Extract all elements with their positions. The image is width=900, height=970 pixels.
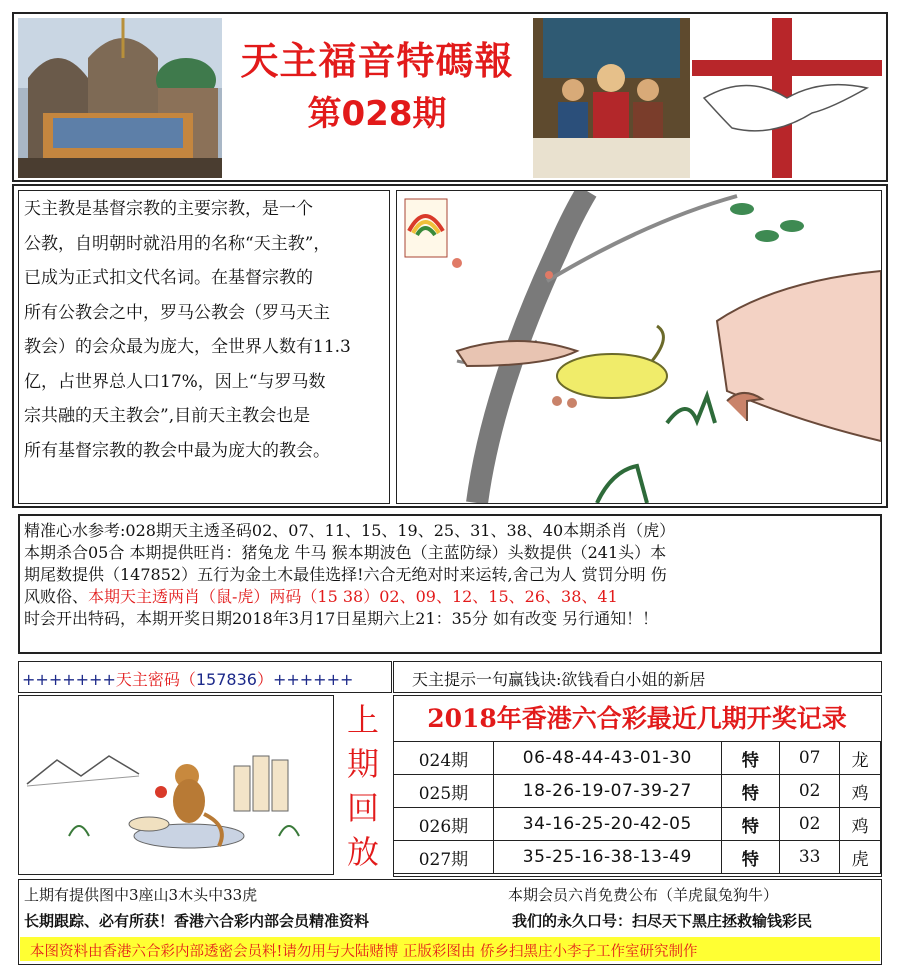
- cross-dove-image: [692, 18, 882, 178]
- secret-suffix: ++++++: [272, 670, 354, 689]
- label-char: 上: [346, 701, 379, 739]
- footer-left-line1: 上期有提供图中3座山3木头中33虎: [24, 886, 258, 904]
- intro-line: 亿，占世界总人口17%，因上“与罗马数: [24, 371, 326, 392]
- zodiac-cell: 鸡: [840, 808, 881, 841]
- rabbit-illustration: [396, 190, 882, 504]
- results-title: 2018年香港六合彩最近几期开奖记录: [427, 704, 847, 733]
- issue-cell: 025期: [394, 775, 494, 808]
- special-label: 特: [721, 808, 779, 841]
- reference-line: [24, 586, 876, 608]
- reference-line: 期尾数提供（147852）五行为金土木最佳选择!六合无绝对时来运转,舍己为人 赏罚分明 伤: [24, 565, 667, 584]
- table-row: [394, 775, 881, 808]
- special-number: 07: [779, 742, 839, 775]
- last-period-label: [338, 698, 388, 876]
- page-title: 天主福音特碼報: [240, 39, 514, 83]
- special-number: 02: [779, 808, 839, 841]
- label-char: 期: [346, 745, 379, 783]
- reference-highlight: 本期天主透两肖（鼠-虎）两码（15 38）02、09、12、15、26、38、41: [88, 587, 618, 606]
- last-supper-image: [533, 18, 690, 178]
- intro-line: 所有基督宗教的教会中最为庞大的教会。: [24, 440, 330, 461]
- reference-text: [24, 520, 876, 630]
- footer-banner-text: 本图资料由香港六合彩内部透密会员料!请勿用与大陆赌博 正版彩图由 侨乡扫黑庄小李子工作室研究制作: [30, 944, 698, 960]
- intro-line: 宗共融的天主教会”,目前天主教会也是: [24, 406, 311, 426]
- secret-label: 天主密码（: [115, 670, 196, 689]
- footer-left-line2: 长期跟踪、必有所获！香港六合彩内部会员精准资料: [24, 912, 370, 930]
- intro-line: 已成为正式扣文代名词。在基督宗教的: [24, 268, 313, 288]
- label-char: 放: [346, 833, 379, 871]
- zodiac-cell: 虎: [840, 841, 881, 874]
- results-table: [393, 741, 881, 874]
- secret-code-value: 157836: [195, 670, 257, 689]
- issue-cell: 026期: [394, 808, 494, 841]
- footer-right-line1: 本期会员六肖免费公布（羊虎鼠兔狗牛）: [508, 886, 779, 904]
- intro-line: 公教，自明朝时就沿用的名称“天主教”，: [24, 233, 331, 254]
- secret-paren: ）: [256, 670, 273, 689]
- cathedral-image: [18, 18, 222, 178]
- special-number: 02: [779, 775, 839, 808]
- reference-text-black: 风败俗、: [24, 587, 89, 606]
- table-row: [394, 808, 881, 841]
- numbers-cell: 35-25-16-38-13-49: [493, 841, 721, 874]
- table-row: [394, 742, 881, 775]
- tip-text: 天主提示一句赢钱诀:欲钱看白小姐的新居: [412, 670, 706, 689]
- last-period-panel: [18, 695, 334, 875]
- intro-text: [24, 192, 386, 468]
- special-label: 特: [721, 742, 779, 775]
- secret-code: [22, 667, 353, 690]
- label-char: 回: [346, 789, 379, 827]
- intro-line: 所有公教会之中，罗马公教会（罗马天主: [24, 302, 330, 323]
- numbers-cell: 06-48-44-43-01-30: [493, 742, 721, 775]
- reference-line: 精准心水参考:028期天主透圣码02、07、11、15、19、25、31、38、40本期杀肖（虎）: [24, 521, 676, 540]
- issue-cell: 024期: [394, 742, 494, 775]
- special-number: 33: [779, 841, 839, 874]
- numbers-cell: 18-26-19-07-39-27: [493, 775, 721, 808]
- table-row: [394, 841, 881, 874]
- intro-line: 天主教是基督宗教的主要宗教，是一个: [24, 199, 313, 219]
- intro-line: 教会）的会众最为庞大，全世界人数有11.3: [24, 337, 351, 357]
- issue-number: 第028期: [307, 94, 447, 134]
- reference-line: 本期杀合05合 本期提供旺肖：猪兔龙 牛马 猴本期波色（主蓝防绿）头数提供（241头）本: [24, 543, 667, 562]
- zodiac-cell: 鸡: [840, 775, 881, 808]
- zodiac-cell: 龙: [840, 742, 881, 775]
- issue-cell: 027期: [394, 841, 494, 874]
- reference-line: 时会开出特码，本期开奖日期2018年3月17日星期六上21：35分 如有改变 另行通知！！: [24, 609, 659, 628]
- special-label: 特: [721, 775, 779, 808]
- special-label: 特: [721, 841, 779, 874]
- footer-right-line2: 我们的永久口号：扫尽天下黑庄拯救输钱彩民: [512, 912, 813, 930]
- numbers-cell: 34-16-25-20-42-05: [493, 808, 721, 841]
- secret-prefix: +++++++: [22, 670, 116, 689]
